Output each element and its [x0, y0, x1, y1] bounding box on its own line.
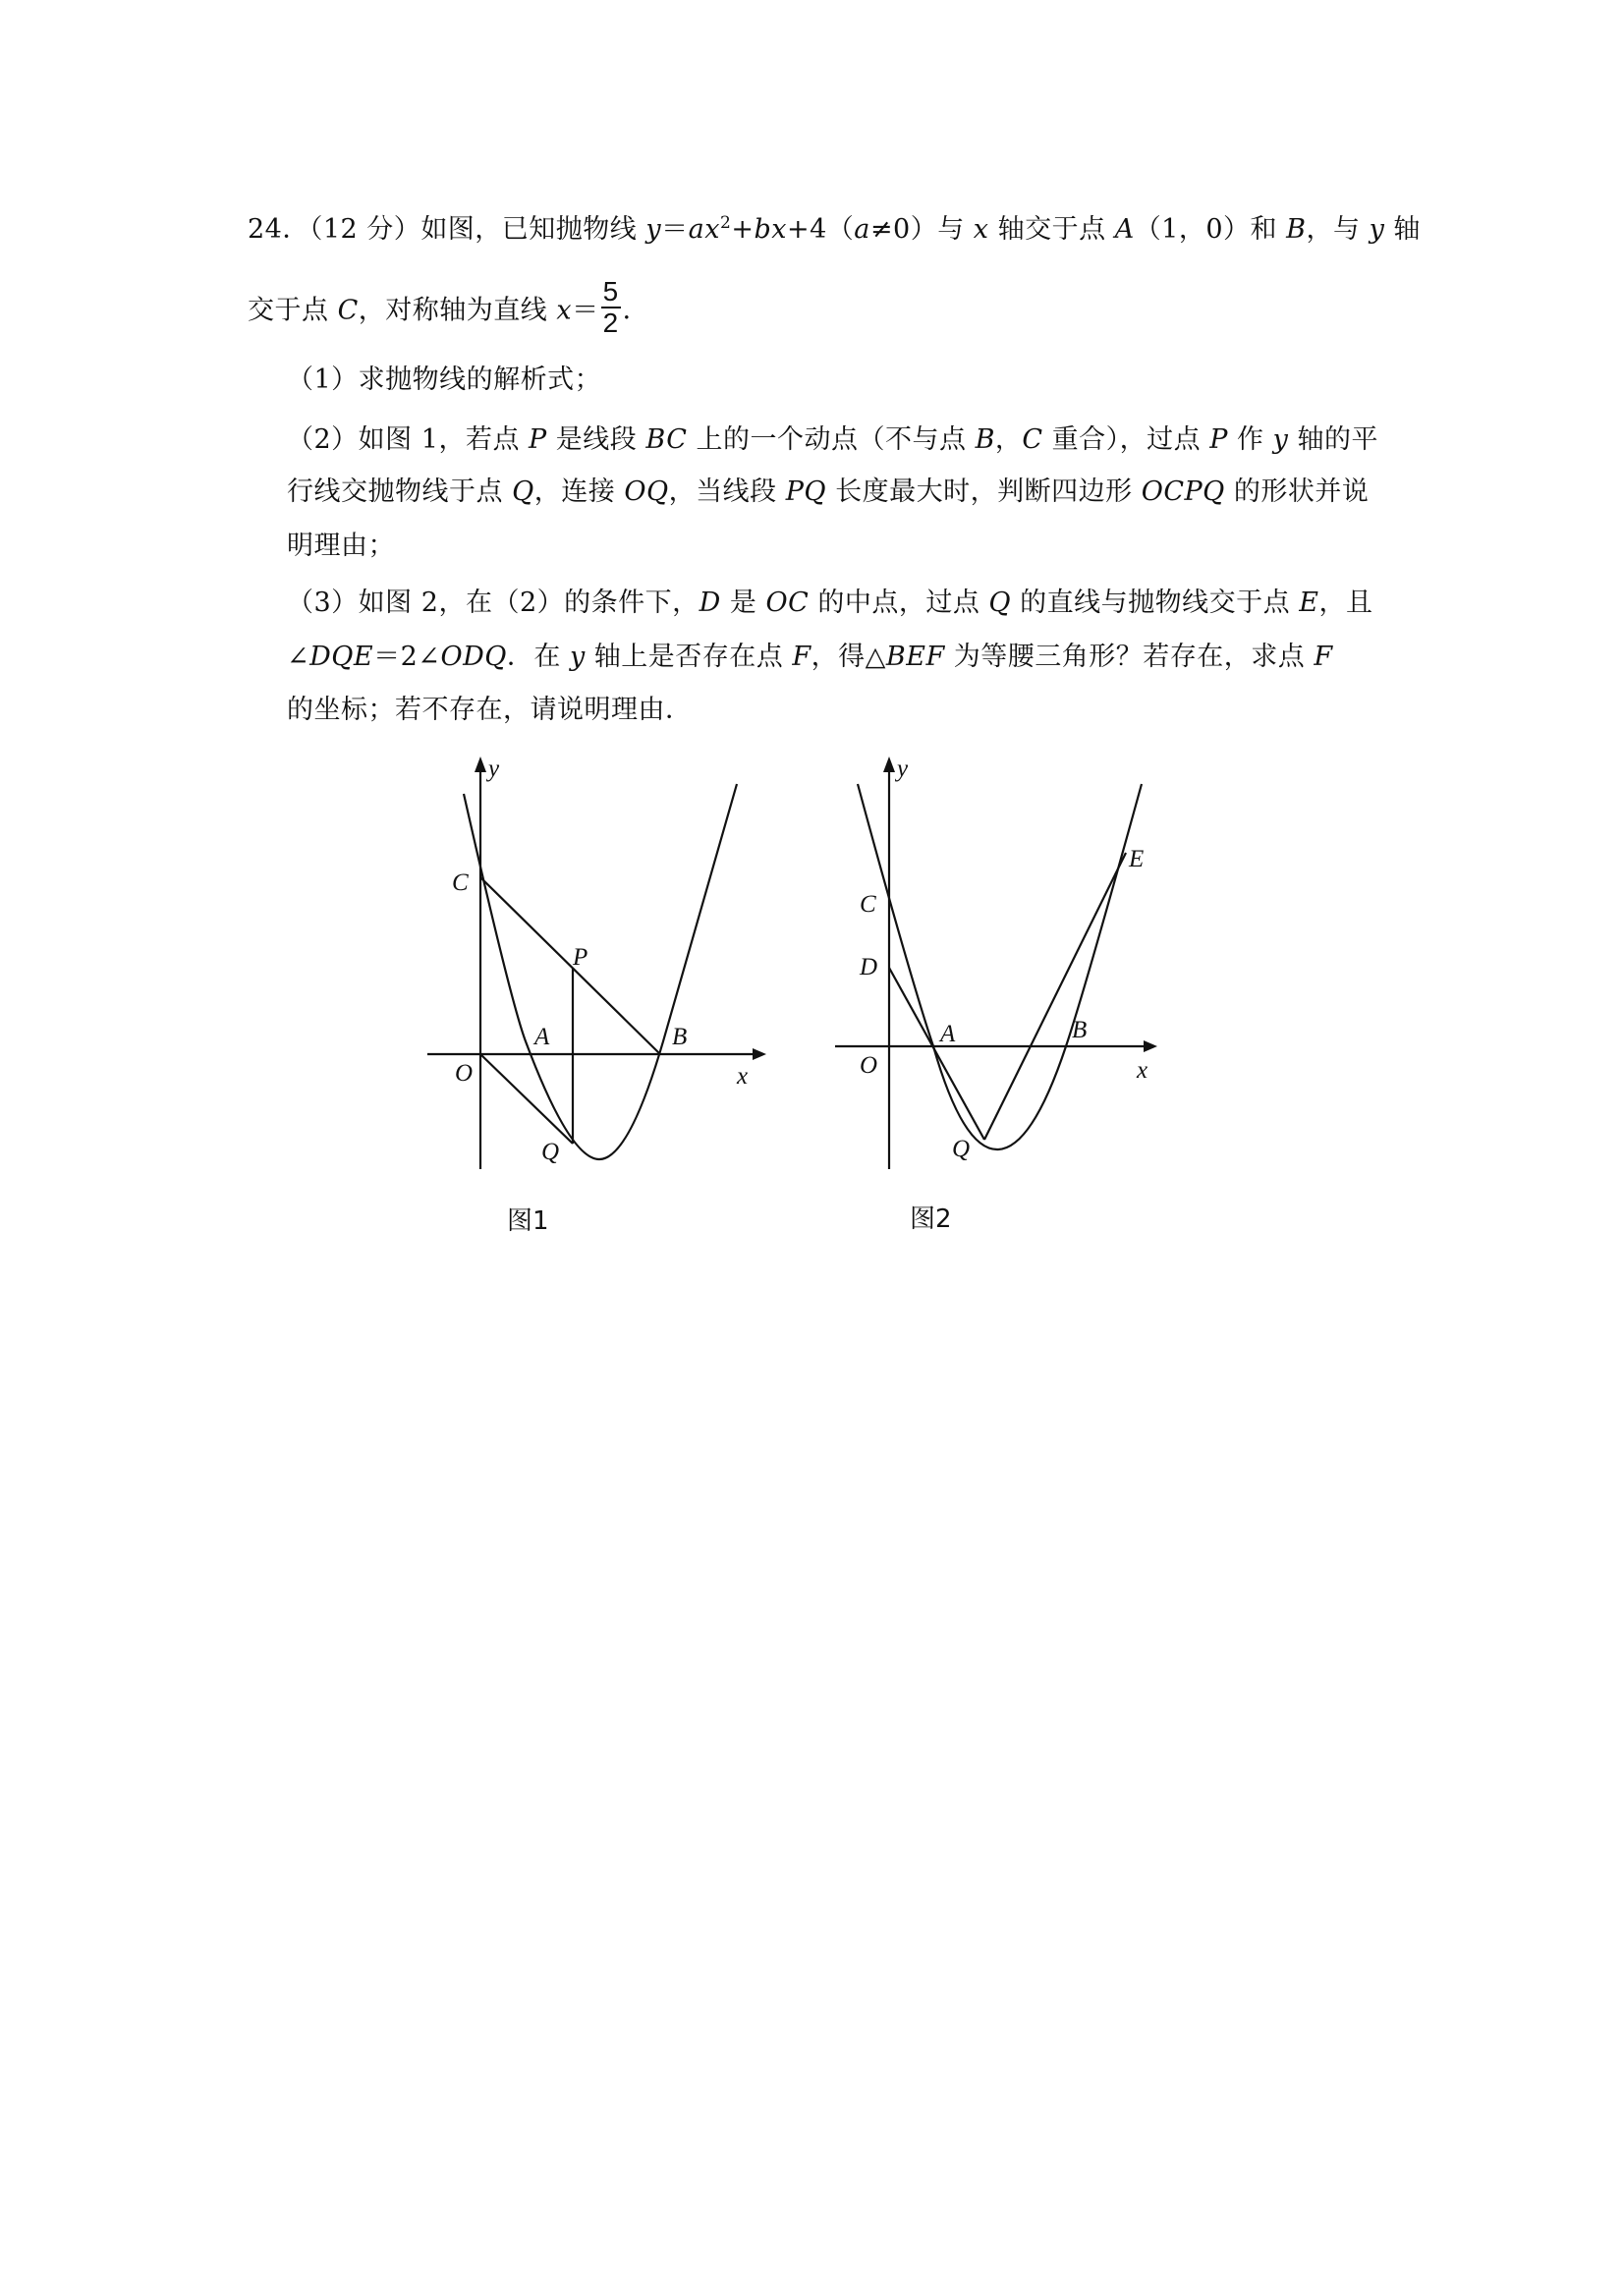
fig2-label-x: x	[1137, 1057, 1148, 1084]
part-3-line-3: 的坐标；若不存在，请说明理由．	[287, 695, 693, 725]
fig2-y-arrow	[883, 756, 895, 772]
fig1-parabola	[464, 784, 737, 1159]
fig2-label-B: B	[1072, 1017, 1088, 1043]
part-3-line-2: ∠DQE＝2∠ODQ．在 y 轴上是否存在点 F，得△BEF 为等腰三角形？若存在，求点 F	[287, 642, 1333, 672]
fig1-label-B: B	[672, 1024, 688, 1050]
fig2-parabola	[858, 784, 1145, 1149]
problem-score: （12 分）	[308, 214, 421, 245]
part-1-text: （1）求抛物线的解析式；	[287, 364, 602, 395]
figure-2-diagram	[825, 747, 1179, 1189]
fig1-label-x: x	[737, 1063, 749, 1090]
fig2-label-D: D	[860, 954, 878, 980]
part-2-line-3: 明理由；	[287, 531, 395, 561]
fig2-label-A: A	[940, 1021, 956, 1047]
part-2-line-2: 行线交抛物线于点 Q，连接 OQ，当线段 PQ 长度最大时，判断四边形 OCPQ 的形状并说	[287, 476, 1370, 507]
part-3-line-1: （3）如图 2，在（2）的条件下，D 是 OC 的中点，过点 Q 的直线与抛物线交于点 E，且	[287, 588, 1373, 618]
fig1-label-C: C	[452, 869, 469, 896]
problem-stem-line-2: 交于点 C，对称轴为直线 x＝ $\frac{5}{2}$ ．	[248, 276, 650, 338]
figure-1-diagram	[413, 747, 786, 1189]
fig2-label-Q: Q	[952, 1136, 971, 1162]
fig1-label-O: O	[455, 1060, 474, 1087]
problem-stem-line-1: 24．（12 分）如图，已知抛物线 $y=ax^2+bx+4(a\ne 0)$与 x 轴交于点 A（1，0）和 B，与 y 轴	[248, 213, 1421, 245]
fig2-label-O: O	[860, 1052, 878, 1079]
figure-2-caption: 图2	[910, 1204, 952, 1234]
fig2-segment-QE	[984, 853, 1126, 1140]
fig2-label-C: C	[860, 891, 876, 918]
fig1-label-A: A	[534, 1024, 550, 1050]
part-2-line-1: （2）如图 1，若点 P 是线段 BC 上的一个动点（不与点 B，C 重合），过点 P 作 y 轴的平	[287, 424, 1378, 455]
problem-number: 24．	[248, 214, 309, 245]
fig1-segment-OQ	[480, 1054, 573, 1144]
figure-1-caption: 图1	[507, 1206, 549, 1236]
fig2-label-y: y	[897, 756, 909, 782]
fig1-x-arrow	[753, 1048, 766, 1060]
fig2-label-E: E	[1129, 846, 1145, 872]
fig1-label-Q: Q	[541, 1139, 560, 1165]
fraction-five-halves: $\frac{5}{2}$	[602, 276, 619, 338]
fig1-label-P: P	[573, 944, 588, 971]
fig2-x-arrow	[1144, 1040, 1157, 1052]
fig1-segment-CB	[480, 877, 660, 1054]
fig1-label-y: y	[488, 756, 500, 782]
fig2-segment-DQ	[889, 968, 984, 1140]
fig1-y-arrow	[475, 756, 486, 772]
